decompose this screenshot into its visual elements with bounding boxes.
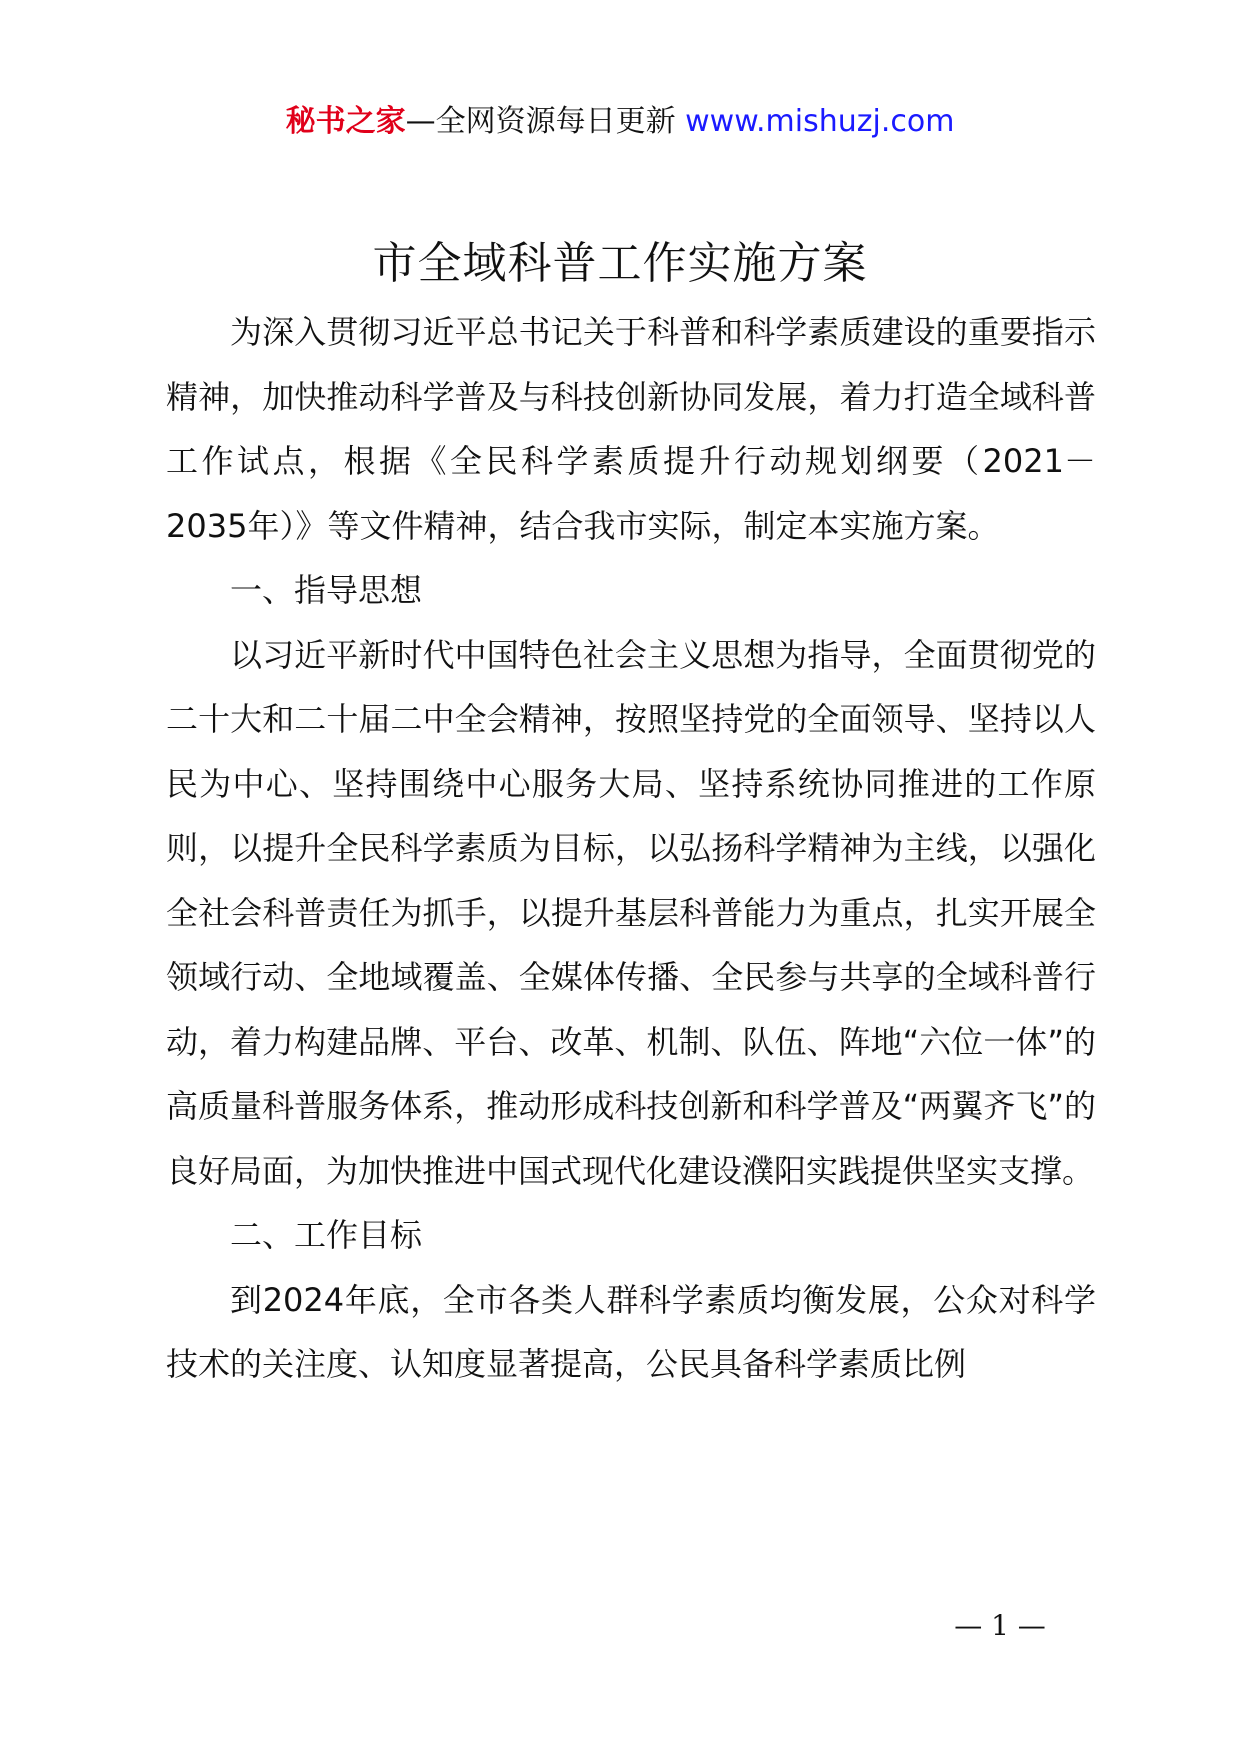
page-number: — 1 — <box>954 1609 1046 1642</box>
intro-paragraph: 为深入贯彻习近平总书记关于科普和科学素质建设的重要指示精神，加快推动科学普及与科技创新协同发展，着力打造全域科普工作试点，根据《全民科学素质提升行动规划纲要（2021－2035年）》等文件精神，结合我市实际，制定本实施方案。 <box>166 313 1096 545</box>
document-title: 市全域科普工作实施方案 <box>372 238 868 289</box>
section-heading-work-goals: 二、工作目标 <box>230 1216 423 1254</box>
section-heading-guiding-ideology: 一、指导思想 <box>230 571 423 609</box>
site-brand: 秘书之家 <box>285 104 406 139</box>
site-slogan: 全网资源每日更新 <box>435 104 686 139</box>
work-goals-paragraph: 到2024年底，全市各类人群科学素质均衡发展，公众对科学技术的关注度、认知度显著提高，公民具备科学素质比例 <box>166 1280 1096 1383</box>
guiding-ideology-paragraph: 以习近平新时代中国特色社会主义思想为指导，全面贯彻党的二十大和二十届二中全会精神，按照坚持党的全面领导、坚持以人民为中心、坚持围绕中心服务大局、坚持系统协同推进的工作原则，以提升全民科学素质为目标，以弘扬科学精神为主线，以强化全社会科普责任为抓手，以提升基层科普能力为重点，扎实开展全领域行动、全地域覆盖、全媒体传播、全民参与共享的全域科普行动，着力构建品牌、平台、改革、机制、队伍、阵地“六位一体”的高质量科普服务体系，推动形成科技创新和科学普及“两翼齐飞”的良好局面，为加快推进中国式现代化建设濮阳实践提供坚实支撑。 <box>166 635 1096 1190</box>
site-url[interactable]: www.mishuzj.com <box>685 104 955 139</box>
document-body <box>166 300 1096 1397</box>
header-separator: — <box>405 104 436 139</box>
site-header <box>0 100 1240 144</box>
